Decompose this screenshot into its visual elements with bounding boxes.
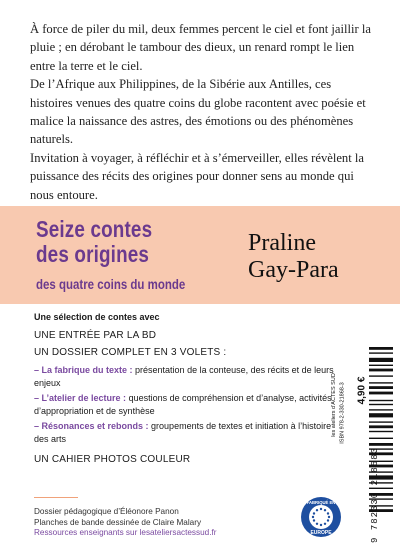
bullet-resonances: – Résonances et rebonds : groupements de textes et initiation à l’histoire des arts [34,421,332,444]
title-band [0,206,400,304]
book-title-line-2: des origines [36,241,150,267]
blurb-text [30,20,374,204]
book-title-line-1: Seize contes [36,216,153,242]
author-first-name: Praline [248,230,316,256]
bullet-label: La fabrique du texte : [41,365,133,375]
bullet-fabrique: – La fabrique du texte : présentation de la conteuse, des récits et de leurs enjeux [34,365,334,388]
blurb-paragraph-1: À force de piler du mil, deux femmes percent le ciel et font jaillir la pluie ; en dérobant le tambour des dieux, un renard rompt le lien entre la terre et le ciel. [30,22,371,73]
bullet-atelier: – L’atelier de lecture : questions de compréhension et d’analyse, activités d’appropriation et de synthèse [34,393,332,416]
author-name [248,230,339,284]
contents-entry: UNE ENTRÉE PAR LA BD [34,330,157,341]
barcode-number: 9 782330 218683 [370,446,381,544]
credit-illustrations: Planches de bande dessinée de Claire Malary [34,517,202,527]
credit-dossier: Dossier pédagogique d’Éléonore Panon [34,507,179,516]
blurb-paragraph-2: De l’Afrique aux Philippines, de la Sibérie aux Antilles, ces histoires venues des quatre coins du globe racontent avec poésie et malice la naissance des astres, des émotions ou des phénomènes naturels. [30,77,366,147]
bullet-label: L’atelier de lecture : [41,393,127,403]
teacher-resources: Ressources enseignants sur lesateliersactessud.fr [34,528,217,537]
price-tag: 4,90 € [356,376,368,405]
publisher-line: les ateliers d’ACTES SUD [330,373,337,437]
blurb-paragraph-3: Invitation à voyager, à réfléchir et à s’émerveiller, elles révèlent la puissance des récits des origines pour donner sens au monde qui nous entoure. [30,150,364,202]
bullet-text: groupements de textes et initiation à l’histoire des arts [34,421,332,444]
book-subtitle: des quatre coins du monde [36,276,186,292]
made-in-europe-seal-icon [300,496,342,538]
bullet-text: questions de compréhension et d’analyse, activités d’appropriation et de synthèse [34,393,332,416]
author-last-name: Gay-Para [248,257,339,283]
footer-divider [34,497,78,498]
contents-photos: UN CAHIER PHOTOS COULEUR [34,454,191,465]
contents-list [34,312,334,471]
resources-link[interactable]: lesateliersactessud.fr [139,528,217,537]
contents-intro: Une sélection de contes avec [34,312,160,322]
bullet-text: présentation de la conteuse, des récits et de leurs enjeux [34,365,334,388]
contents-dossier: UN DOSSIER COMPLET EN 3 VOLETS : [34,347,227,358]
bullet-label: Résonances et rebonds : [41,421,149,431]
seal-text-top: FABRIQUÉ EN [306,500,336,505]
isbn-line: ISBN 978-2-330-21868-3 [339,382,346,444]
book-title [36,217,208,267]
credits-footer [34,507,217,539]
seal-text-bottom: EUROPE [310,530,332,536]
